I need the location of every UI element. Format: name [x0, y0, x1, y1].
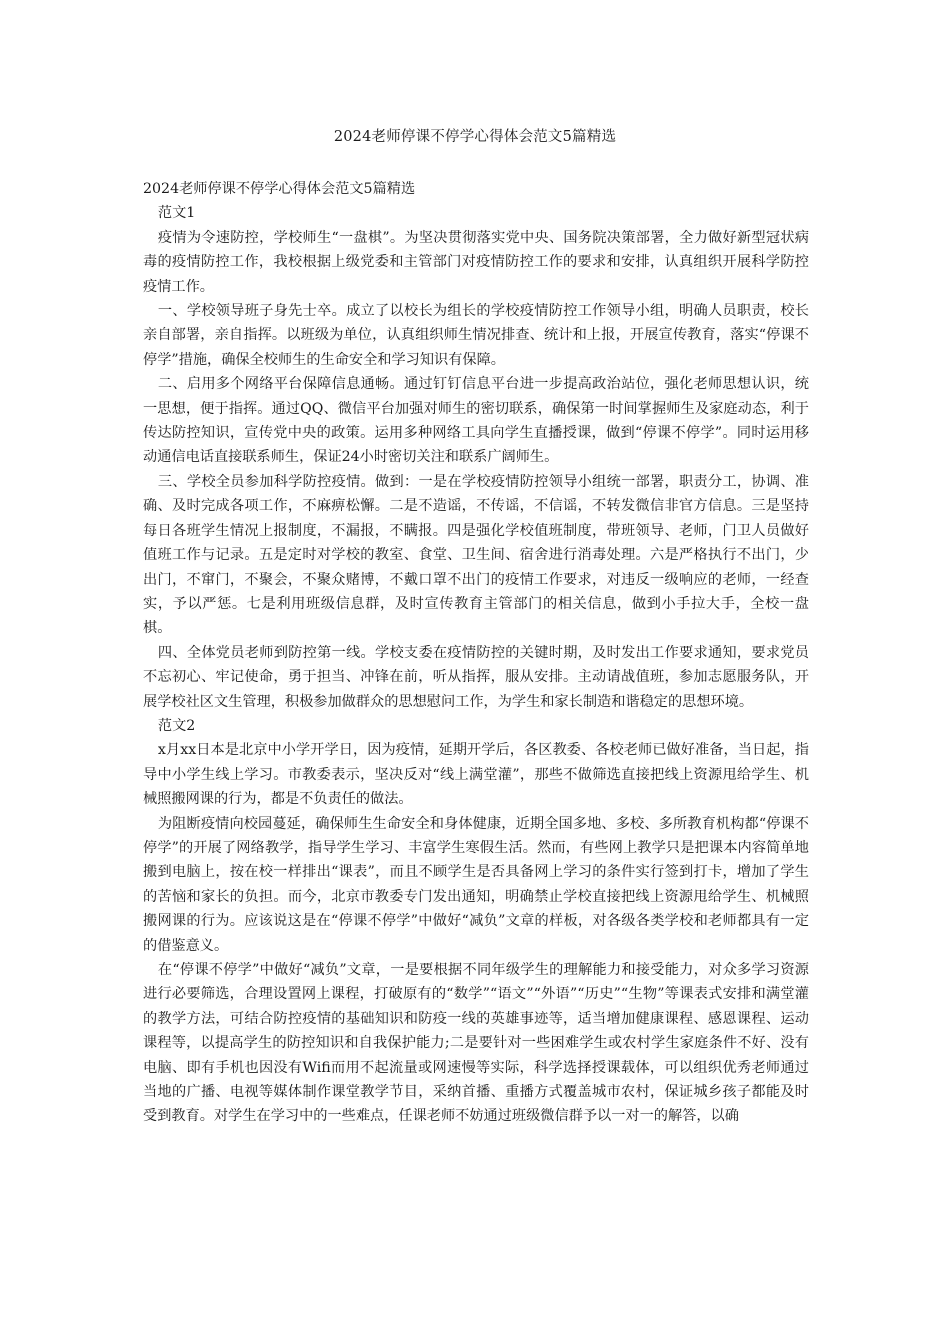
paragraph: 一、学校领导班子身先士卒。成立了以校长为组长的学校疫情防控工作领导小组，明确人员职责，校长亲自部署，亲自指挥。以班级为单位，认真组织师生情况排查、统计和上报，开展宣传教育，落实“停课不停学”措施，确保全校师生的生命安全和学习知识有保障。	[143, 303, 809, 368]
paragraph: 疫情为令速防控，学校师生“一盘棋”。为坚决贯彻落实党中央、国务院决策部署，全力做好新型冠状病毒的疫情防控工作，我校根据上级党委和主管部门对疫情防控工作的要求和安排，认真组织开展科学防控疫情工作。	[143, 229, 809, 295]
paragraph: 三、学校全员参加科学防控疫情。做到：一是在学校疫情防控领导小组统一部署，职责分工，协调、准确、及时完成各项工作，不麻痹松懈。二是不造谣，不传谣，不信谣，不转发微信非官方信息。三是坚持每日各班学生情况上报制度，不漏报，不瞒报。四是强化学校值班制度，带班领导、老师，门卫人员做好值班工作与记录。五是定时对学校的教室、食堂、卫生间、宿舍进行消毒处理。六是严格执行不出门，少出门，不窜门，不聚会，不聚众赌博，不戴口罩不出门的疫情工作要求，对违反一级响应的老师，一经查实，予以严惩。七是利用班级信息群，及时宣传教育主管部门的相关信息，做到小手拉大手，全校一盘棋。	[143, 473, 809, 637]
body-heading: 2024老师停课不停学心得体会范文5篇精选	[143, 181, 416, 197]
paragraph: 为阻断疫情向校园蔓延，确保师生生命安全和身体健康，近期全国多地、多校、多所教育机构都“停课不停学”的开展了网络教学，指导学生学习、丰富学生寒假生活。然而，有些网上教学只是把课本内容简单地搬到电脑上，按在校一样排出“课表”，而且不顾学生是否具备网上学习的条件实行签到打卡，增加了学生的苦恼和家长的负担。而今，北京市教委专门发出通知，明确禁止学校直接把线上资源甩给学生、机械照搬网课的行为。应该说这是在“停课不停学”中做好“减负”文章的样板，对各级各类学校和老师都具有一定的借鉴意义。	[143, 815, 809, 954]
section-label-1: 范文1	[157, 205, 196, 222]
document-title: 2024老师停课不停学心得体会范文5篇精选	[333, 129, 617, 145]
paragraph: x月xx日本是北京中小学开学日，因为疫情，延期开学后，各区教委、各校老师已做好准备，当日起，指导中小学生线上学习。市教委表示，坚决反对“线上满堂灌”，那些不做筛选直接把线上资源甩给学生、机械照搬网课的行为，都是不负责任的做法。	[143, 742, 809, 808]
paragraph: 四、全体党员老师到防控第一线。学校支委在疫情防控的关键时期，及时发出工作要求通知，要求党员不忘初心、牢记使命，勇于担当、冲锋在前，听从指挥，服从安排。主动请战值班，参加志愿服务队，开展学校社区文生管理，积极参加做群众的思想慰问工作，为学生和家长制造和谐稳定的思想环境。	[143, 644, 809, 710]
paragraph: 在“停课不停学”中做好“减负”文章，一是要根据不同年级学生的理解能力和接受能力，对众多学习资源进行必要筛选，合理设置网上课程，打破原有的“数学”“语文”“外语”“历史”“生物”等课表式安排和满堂灌的教学方法，可结合防控疫情的基础知识和防疫一线的英雄事迹等，适当增加健康课程、感恩课程、运动课程等，以提高学生的防控知识和自我保护能力;二是要针对一些困难学生或农村学生家庭条件不好、没有电脑、即有手机也因没有Wifi而用不起流量或网速慢等实际，科学选择授课载体，可以组织优秀老师通过当地的广播、电视等媒体制作课堂教学节目，采纳首播、重播方式覆盖城市农村，保证城乡孩子都能及时受到教育。对学生在学习中的一些难点，任课老师不妨通过班级微信群予以一对一的解答，以确	[143, 962, 809, 1125]
document-body	[143, 177, 809, 1129]
paragraph: 二、启用多个网络平台保障信息通畅。通过钉钉信息平台进一步提高政治站位，强化老师思想认识，统一思想，便于指挥。通过QQ、微信平台加强对师生的密切联系，确保第一时间掌握师生及家庭动态，利于传达防控知识，宣传党中央的政策。运用多种网络工具向学生直播授课，做到“停课不停学”。同时运用移动通信电话直接联系师生，保证24小时密切关注和联系广阔师生。	[143, 376, 809, 466]
section-label-2: 范文2	[157, 717, 196, 734]
